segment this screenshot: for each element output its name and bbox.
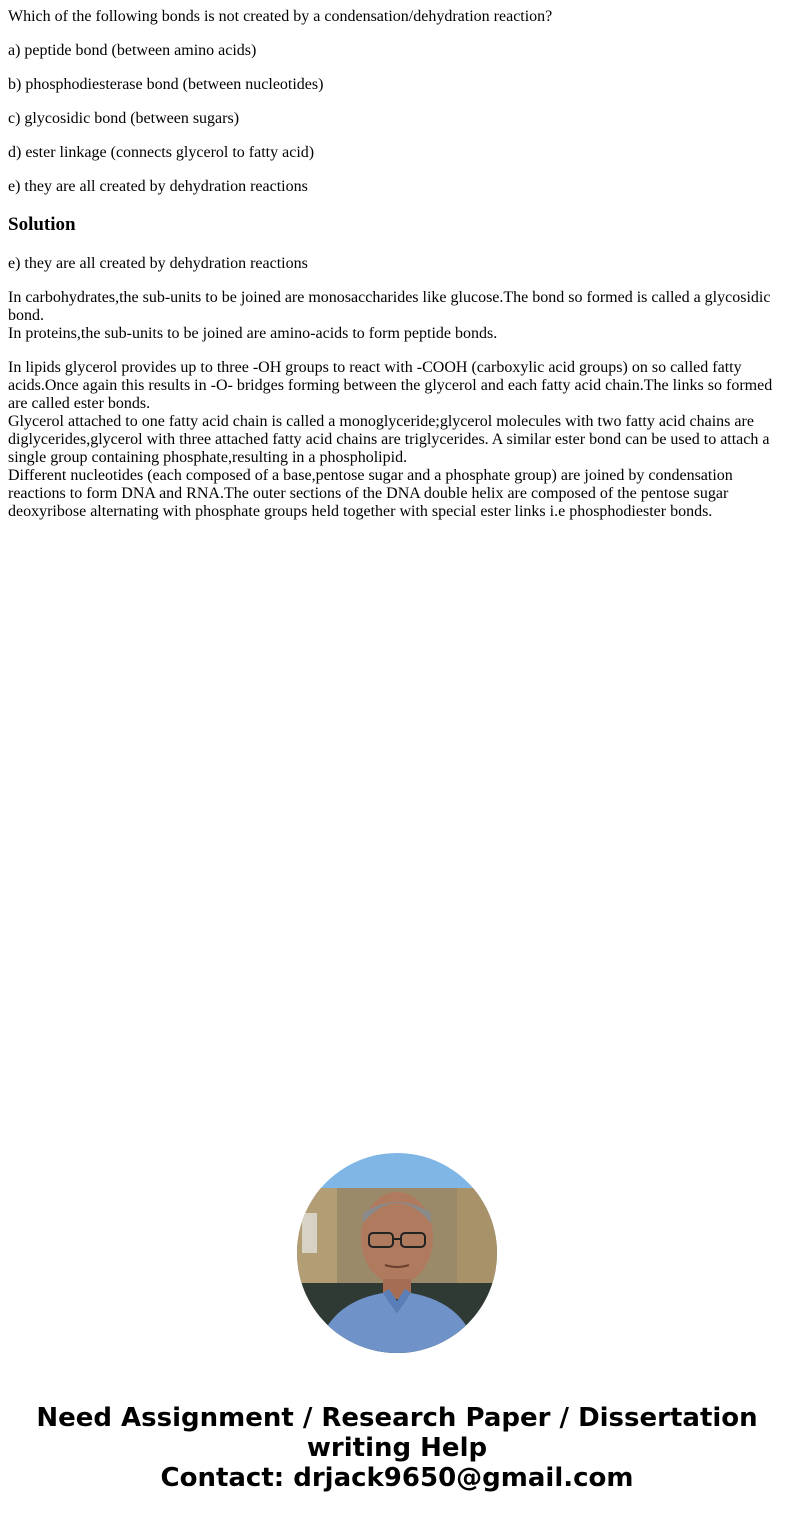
explanation-paragraph-1	[8, 289, 786, 343]
avatar	[297, 1153, 497, 1353]
footer-contact	[0, 1403, 794, 1493]
option-d: d) ester linkage (connects glycerol to fatty acid)	[8, 144, 315, 161]
option-a: a) peptide bond (between amino acids)	[8, 42, 257, 59]
explanation-paragraph-2	[8, 359, 786, 521]
question-text: Which of the following bonds is not created by a condensation/dehydration reaction?	[8, 8, 553, 25]
option-e: e) they are all created by dehydration reactions	[8, 178, 308, 195]
solution-answer: e) they are all created by dehydration reactions	[8, 255, 308, 272]
option-b: b) phosphodiesterase bond (between nucleotides)	[8, 76, 324, 93]
explanation-line: Glycerol attached to one fatty acid chain is called a monoglyceride;glycerol molecules with two fatty acid chains are diglycerides,glycerol with three attached fatty acid chains are triglycerides. A similar ester bond can be used to attach a single group containing phosphate,resulting in a phospholipid.	[8, 413, 770, 466]
footer-contact-email: Contact: drjack9650@gmail.com	[160, 1463, 634, 1493]
option-c: c) glycosidic bond (between sugars)	[8, 110, 240, 127]
solution-heading: Solution	[8, 214, 76, 235]
person-portrait-icon	[297, 1153, 497, 1353]
footer-line-1: Need Assignment / Research Paper / Dissertation	[36, 1403, 758, 1433]
footer-line-2: writing Help	[306, 1433, 488, 1463]
explanation-line: Different nucleotides (each composed of a base,pentose sugar and a phosphate group) are joined by condensation reactions to form DNA and RNA.The outer sections of the DNA double helix are composed of the pentose sugar deoxyribose alternating with phosphate groups held together with special ester links i.e phosphodiester bonds.	[8, 467, 733, 520]
explanation-line: In proteins,the sub-units to be joined are amino-acids to form peptide bonds.	[8, 325, 498, 342]
explanation-line: In lipids glycerol provides up to three -OH groups to react with -COOH (carboxylic acid groups) on so called fatty acids.Once again this results in -O- bridges forming between the glycerol and each fatty acid chain.The links so formed are called ester bonds.	[8, 359, 773, 412]
explanation-line: In carbohydrates,the sub-units to be joined are monosaccharides like glucose.The bond so formed is called a glycosidic bond.	[8, 289, 771, 324]
